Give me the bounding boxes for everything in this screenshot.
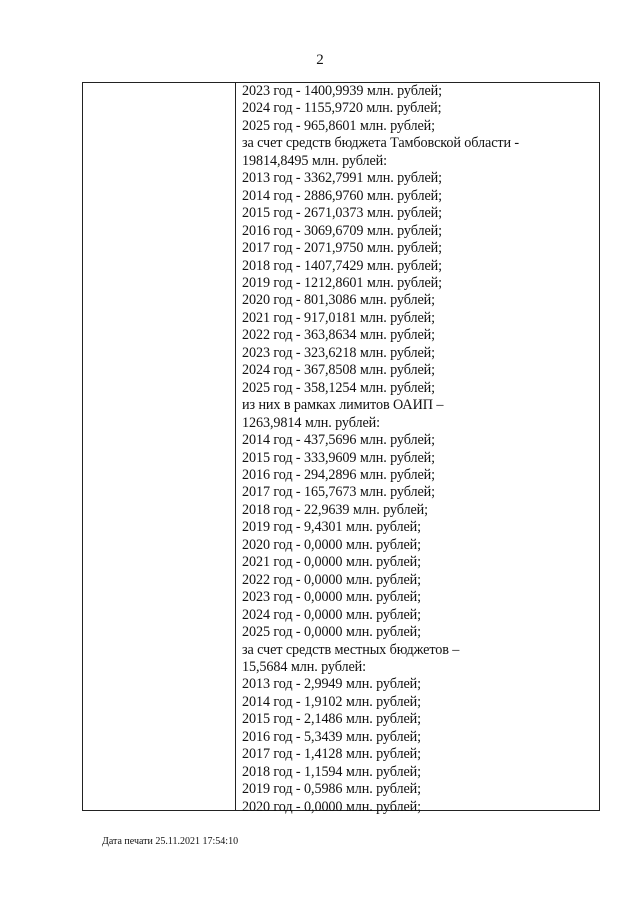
funding-line: 2017 год - 2071,9750 млн. рублей; <box>242 240 442 257</box>
funding-line: 2020 год - 801,3086 млн. рублей; <box>242 292 435 309</box>
funding-line: 2016 год - 5,3439 млн. рублей; <box>242 728 422 745</box>
funding-line: 19814,8495 млн. рублей: <box>242 152 387 169</box>
funding-line: 2021 год - 917,0181 млн. рублей; <box>242 309 435 326</box>
funding-line: 2014 год - 437,5696 млн. рублей; <box>242 432 435 449</box>
funding-line: 2015 год - 333,9609 млн. рублей; <box>242 449 435 466</box>
funding-line: 2015 год - 2,1486 млн. рублей; <box>242 711 422 728</box>
print-date: Дата печати 25.11.2021 17:54:10 <box>102 836 239 847</box>
funding-line: за счет средств местных бюджетов – <box>242 641 460 658</box>
funding-line: 2015 год - 2671,0373 млн. рублей; <box>242 205 442 222</box>
funding-line: 2018 год - 1,1594 млн. рублей; <box>242 763 422 780</box>
funding-line: за счет средств бюджета Тамбовской области - <box>242 135 520 152</box>
page-number: 2 <box>316 52 324 68</box>
funding-line: из них в рамках лимитов ОАИП – <box>242 397 444 414</box>
funding-line: 2023 год - 0,0000 млн. рублей; <box>242 589 422 606</box>
funding-line: 2025 год - 965,8601 млн. рублей; <box>242 117 435 134</box>
funding-line: 2024 год - 0,0000 млн. рублей; <box>242 606 422 623</box>
funding-line: 2013 год - 2,9949 млн. рублей; <box>242 676 422 693</box>
funding-line: 2025 год - 0,0000 млн. рублей; <box>242 624 422 641</box>
funding-line: 15,5684 млн. рублей: <box>242 658 366 675</box>
funding-line: 2022 год - 0,0000 млн. рублей; <box>242 571 422 588</box>
funding-line: 2024 год - 367,8508 млн. рублей; <box>242 362 435 379</box>
funding-line: 2019 год - 9,4301 млн. рублей; <box>242 519 422 536</box>
funding-line: 2016 год - 294,2896 млн. рублей; <box>242 466 435 483</box>
funding-line: 2023 год - 1400,9939 млн. рублей; <box>242 83 442 99</box>
funding-line: 2021 год - 0,0000 млн. рублей; <box>242 554 422 571</box>
funding-line: 2018 год - 1407,7429 млн. рублей; <box>242 257 442 274</box>
funding-line: 2023 год - 323,6218 млн. рублей; <box>242 344 435 361</box>
funding-line: 2020 год - 0,0000 млн. рублей; <box>242 798 422 815</box>
funding-line: 2017 год - 1,4128 млн. рублей; <box>242 746 422 763</box>
funding-line: 2016 год - 3069,6709 млн. рублей; <box>242 222 442 239</box>
funding-line: 2025 год - 358,1254 млн. рублей; <box>242 379 435 396</box>
funding-line: 2024 год - 1155,9720 млн. рублей; <box>242 100 442 117</box>
funding-line: 1263,9814 млн. рублей: <box>242 414 380 431</box>
funding-line: 2014 год - 1,9102 млн. рублей; <box>242 693 422 710</box>
funding-table <box>82 82 600 815</box>
funding-line: 2018 год - 22,9639 млн. рублей; <box>242 501 428 518</box>
funding-line: 2020 год - 0,0000 млн. рублей; <box>242 536 422 553</box>
funding-line: 2019 год - 1212,8601 млн. рублей; <box>242 274 442 291</box>
table-left-column <box>83 83 236 810</box>
funding-line: 2022 год - 363,8634 млн. рублей; <box>242 327 435 344</box>
table-right-column <box>236 83 599 815</box>
funding-line: 2019 год - 0,5986 млн. рублей; <box>242 781 422 798</box>
funding-line: 2013 год - 3362,7991 млн. рублей; <box>242 170 442 187</box>
funding-line: 2017 год - 165,7673 млн. рублей; <box>242 484 435 501</box>
funding-line: 2014 год - 2886,9760 млн. рублей; <box>242 187 442 204</box>
